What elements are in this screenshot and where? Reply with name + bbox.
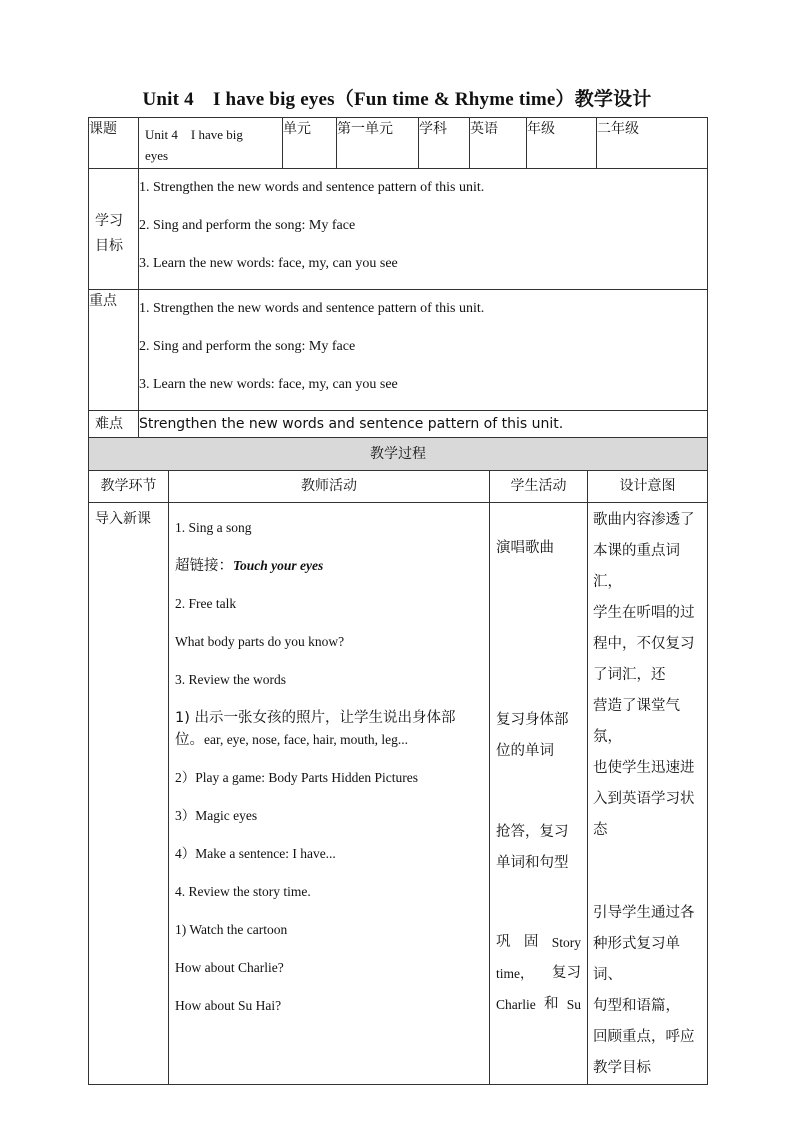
student-item: 演唱歌曲 (496, 540, 554, 556)
teacher-line-cjk: 位。 (175, 732, 204, 748)
student-story-word: Su (566, 997, 581, 1012)
key-points-row (89, 290, 708, 411)
key-point-item: 1. Strengthen the new words and sentence pattern of this unit. (139, 301, 485, 316)
teacher-line-words: ear, eye, nose, face, hair, mouth, leg... (204, 732, 408, 747)
intro-stage-row (89, 503, 708, 1085)
objectives-row (89, 169, 708, 290)
process-header-row (89, 438, 708, 471)
subject-label: 学科 (419, 118, 470, 169)
key-points-list (139, 290, 708, 411)
teacher-line: 2）Play a game: Body Parts Hidden Pictures (175, 770, 418, 785)
difficulties-row (89, 411, 708, 439)
intent-line: 学生在听唱的过 (593, 605, 695, 621)
objective-item: 2. Sing and perform the song: My face (139, 218, 356, 233)
intent-line: 回顾重点，呼应 (593, 1029, 695, 1045)
teacher-line: How about Charlie? (175, 960, 284, 975)
student-story-word: time， (496, 966, 534, 981)
intent-line: 引导学生通过各 (593, 905, 695, 921)
lesson-info-table (88, 117, 708, 439)
teacher-line: 3）Magic eyes (175, 808, 258, 823)
process-header: 教学过程 (89, 438, 708, 471)
key-point-item: 2. Sing and perform the song: My face (139, 339, 356, 354)
intent-line: 也使学生迅速进 (593, 760, 695, 776)
objectives-list (139, 169, 708, 290)
info-row (89, 118, 708, 169)
design-intent (588, 503, 708, 1085)
student-story-word: Charlie (496, 997, 536, 1012)
teacher-line: 4. Review the story time. (175, 884, 311, 899)
teaching-process-table (88, 437, 708, 1085)
student-story-word: 巩 (496, 934, 511, 950)
song-link[interactable]: Touch your eyes (233, 558, 324, 573)
intent-line: 歌曲内容渗透了 (593, 512, 695, 528)
student-story-line1 (496, 927, 581, 958)
teacher-line: How about Su Hai? (175, 998, 282, 1013)
teacher-line: 3. Review the words (175, 672, 286, 687)
student-story-word: 和 (543, 996, 559, 1012)
intent-line: 了词汇，还 (593, 667, 666, 683)
teacher-line: 1) Watch the cartoon (175, 922, 288, 937)
student-item-review-line1: 复习身体部 (496, 712, 569, 728)
unit-value: 第一单元 (337, 118, 419, 169)
grade-value: 二年级 (597, 118, 708, 169)
intent-line: 句型和语篇， (593, 998, 680, 1014)
teacher-line: 2. Free talk (175, 596, 237, 611)
objectives-label-line2: 目标 (95, 238, 123, 254)
intent-line: 入到英语学习状 (593, 791, 695, 807)
difficulties-label: 难点 (89, 411, 139, 439)
student-item-answer-line1: 抢答，复习 (496, 824, 569, 840)
objectives-label (89, 169, 139, 290)
teacher-line: 4）Make a sentence: I have... (175, 846, 336, 861)
teacher-activity (169, 503, 490, 1085)
objectives-label-line1: 学习 (95, 213, 123, 229)
intent-line: 程中，不仅复习 (593, 636, 695, 652)
intent-line: 营造了课堂气氛， (593, 698, 680, 745)
key-points-label: 重点 (89, 290, 139, 411)
intent-line: 种形式复习单词、 (593, 936, 680, 983)
teacher-line: 1. Sing a song (175, 520, 252, 535)
column-header-stage: 教学环节 (89, 471, 169, 503)
grade-label: 年级 (527, 118, 597, 169)
hyperlink-prefix: 超链接： (175, 558, 233, 574)
student-item-story (496, 927, 581, 1020)
key-point-item: 3. Learn the new words: face, my, can you see (139, 377, 398, 392)
student-story-line3 (496, 989, 581, 1020)
student-story-word: 复习 (552, 965, 581, 981)
student-story-word: 固 (523, 934, 539, 950)
student-story-word: Story (551, 935, 581, 950)
column-header-teacher: 教师活动 (169, 471, 490, 503)
objective-item: 1. Strengthen the new words and sentence pattern of this unit. (139, 180, 485, 195)
difficulties-text: Strengthen the new words and sentence pattern of this unit. (139, 411, 708, 439)
intent-line: 教学目标 (593, 1060, 651, 1076)
objective-item: 3. Learn the new words: face, my, can you see (139, 256, 398, 271)
topic-value (139, 118, 283, 169)
intent-line: 态 (593, 822, 608, 838)
column-header-intent: 设计意图 (588, 471, 708, 503)
column-header-student: 学生活动 (490, 471, 588, 503)
stage-intro: 导入新课 (89, 503, 169, 1085)
teacher-line-hyperlink (175, 547, 483, 585)
student-item-answer-line2: 单词和句型 (496, 855, 569, 871)
unit-label: 单元 (283, 118, 337, 169)
column-header-row (89, 471, 708, 503)
topic-value-line2: eyes (145, 148, 169, 163)
topic-value-line1: Unit 4 I have big (145, 127, 243, 142)
intent-line: 本课的重点词汇， (593, 543, 680, 590)
intent-block-review (593, 898, 702, 1084)
document-title: Unit 4 I have big eyes（Fun time & Rhyme time）教学设计 (142, 89, 652, 110)
student-activity (490, 503, 588, 1085)
topic-label: 课题 (89, 118, 139, 169)
student-item-review-line2: 位的单词 (496, 743, 554, 759)
subject-value: 英语 (470, 118, 527, 169)
teacher-line: What body parts do you know? (175, 634, 345, 649)
student-story-line2 (496, 958, 581, 989)
intent-block-song (593, 505, 702, 846)
teacher-line: 1) 出示一张女孩的照片，让学生说出身体部 (175, 710, 456, 726)
